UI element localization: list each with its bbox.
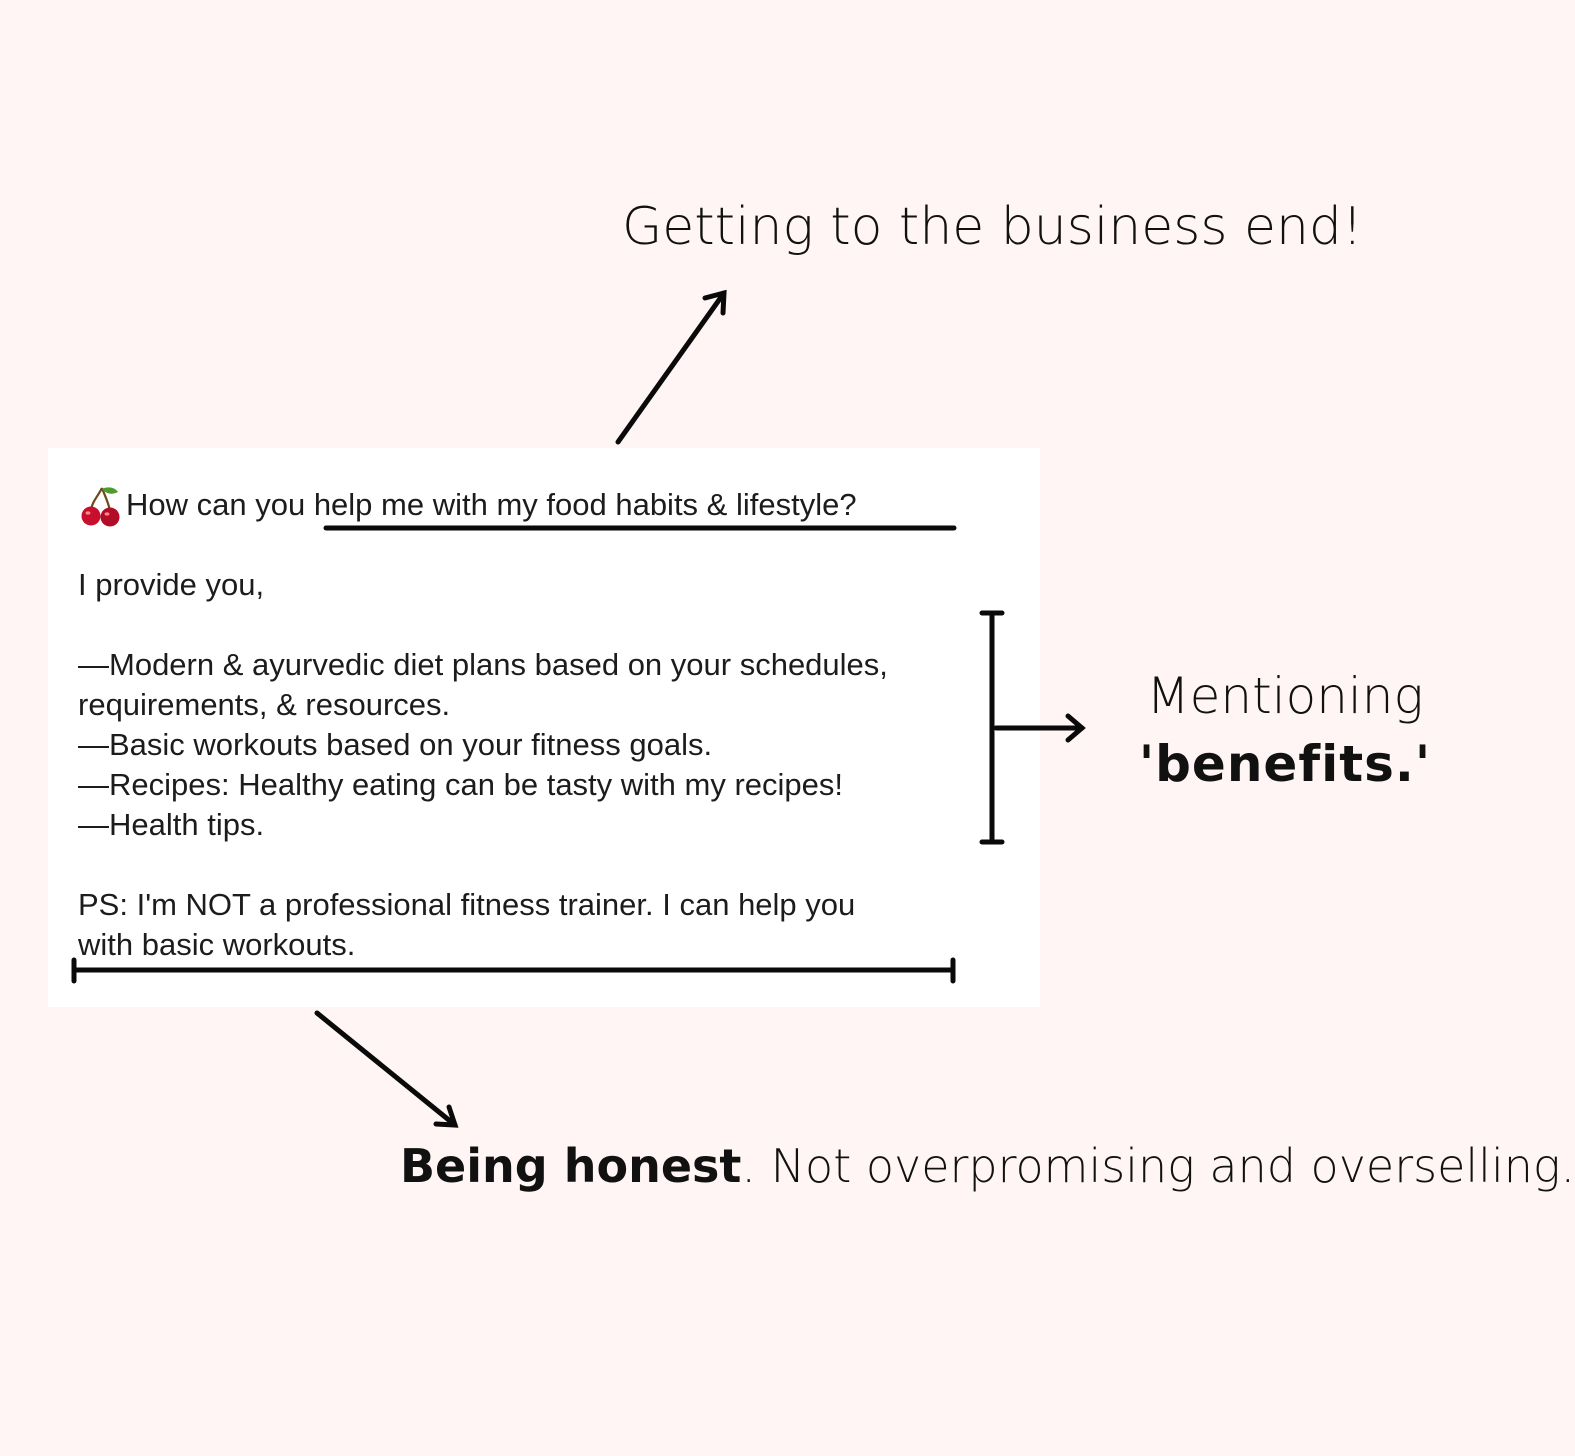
benefit-line: —Recipes: Healthy eating can be tasty with my recipes! bbox=[78, 767, 844, 802]
annotation-honest-rest: . Not overpromising and overselling. bbox=[741, 1139, 1575, 1193]
card-ps-line1: PS: I'm NOT a professional fitness trainer. I can help you bbox=[78, 887, 856, 922]
benefit-line: —Basic workouts based on your fitness goals. bbox=[78, 727, 713, 762]
card-intro: I provide you, bbox=[78, 567, 265, 602]
annotation-business-end: Getting to the business end! bbox=[622, 197, 1363, 257]
arrow-down-right bbox=[317, 1013, 455, 1125]
benefit-line: —Health tips. bbox=[78, 807, 265, 842]
benefit-line: requirements, & resources. bbox=[78, 687, 451, 722]
arrow-up-right bbox=[618, 293, 724, 442]
annotation-benefits-line1: Mentioning bbox=[1146, 667, 1424, 725]
card-question: How can you help me with my food habits & lifestyle? bbox=[126, 487, 857, 522]
annotation-honest-bold: Being honest bbox=[400, 1139, 742, 1193]
card-ps-line2: with basic workouts. bbox=[78, 927, 356, 962]
annotation-benefits-line2: 'benefits.' bbox=[1138, 735, 1432, 793]
benefit-line: —Modern & ayurvedic diet plans based on your schedules, bbox=[78, 647, 888, 682]
